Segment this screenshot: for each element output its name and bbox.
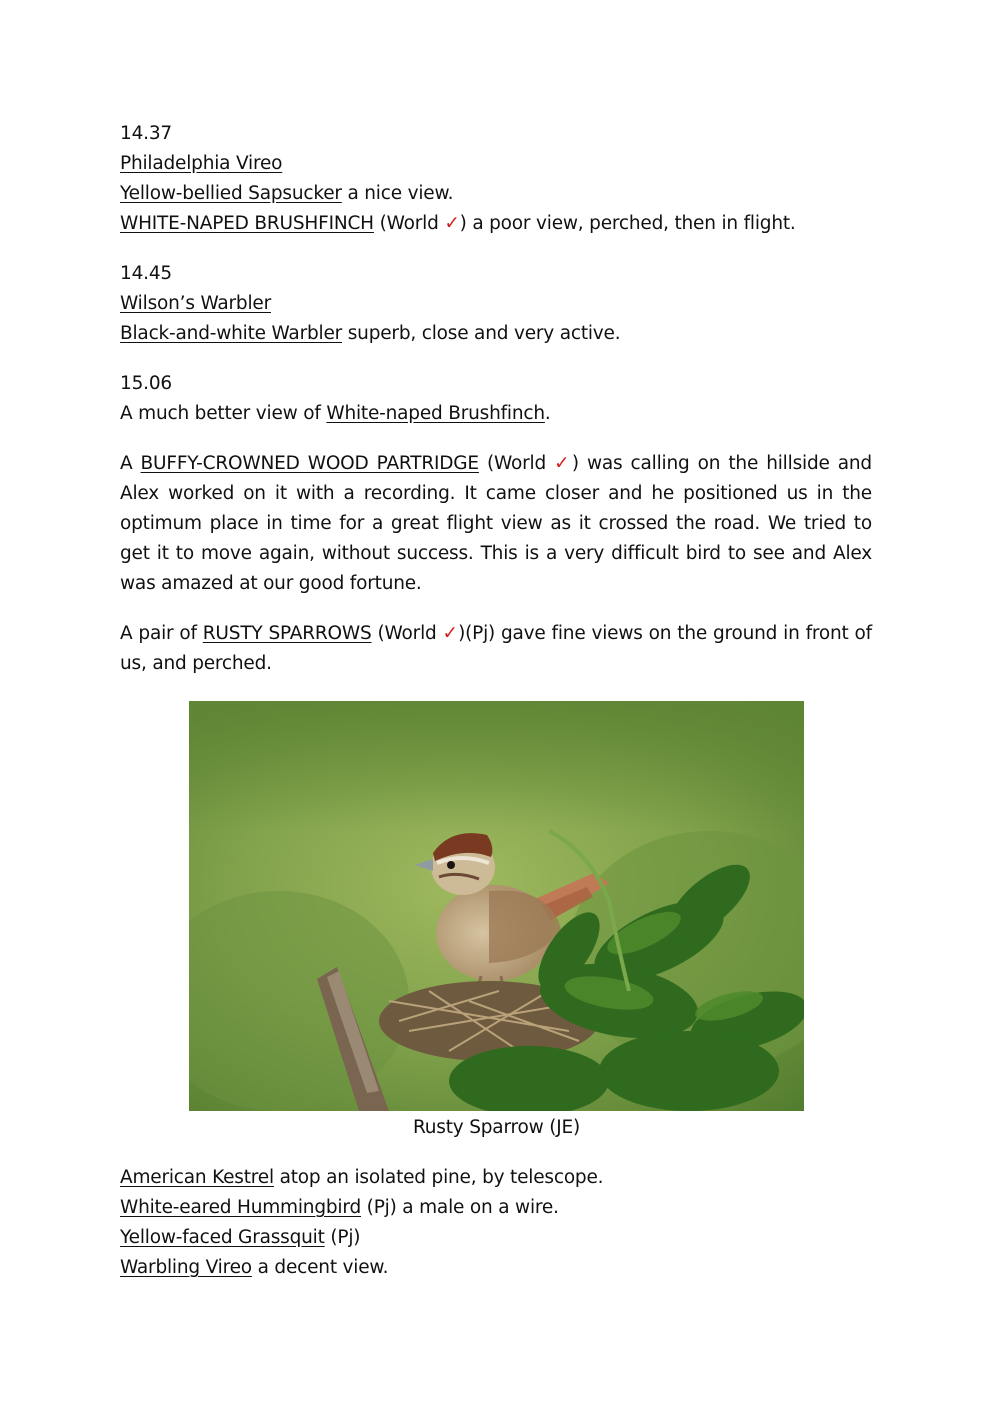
time-heading: 15.06 bbox=[120, 373, 172, 394]
paragraph-text: A pair of bbox=[120, 623, 203, 644]
rusty-sparrow-photo bbox=[189, 701, 804, 1111]
species-name: WHITE-NAPED BRUSHFINCH bbox=[120, 213, 374, 234]
species-name: BUFFY-CROWNED WOOD PARTRIDGE bbox=[140, 453, 479, 474]
time-heading: 14.45 bbox=[120, 263, 172, 284]
species-name: Yellow-bellied Sapsucker bbox=[120, 183, 342, 204]
species-note: (World bbox=[373, 213, 445, 234]
species-line bbox=[120, 1253, 872, 1283]
paragraph-text: ) was calling on the hillside and Alex worked on it with a recording. It came closer and he positioned us in the optimum place in time for a great flight view as it crossed the road. We tried to get it to move again, without success. This is a very difficult bird to see and Alex was amazed at our good fortune. bbox=[120, 453, 872, 594]
species-line bbox=[120, 209, 872, 239]
species-line bbox=[120, 1163, 872, 1193]
text-block-top bbox=[120, 119, 872, 679]
species-name: American Kestrel bbox=[120, 1167, 274, 1188]
species-name: RUSTY SPARROWS bbox=[202, 623, 372, 644]
species-note: a decent view. bbox=[251, 1257, 389, 1278]
species-name: Philadelphia Vireo bbox=[120, 153, 283, 174]
paragraph-text: (World bbox=[371, 623, 443, 644]
species-name: White-naped Brushfinch bbox=[326, 403, 545, 424]
species-note: atop an isolated pine, by telescope. bbox=[273, 1167, 604, 1188]
species-note: . bbox=[544, 403, 551, 424]
red-checkmark-icon: ✓ bbox=[554, 453, 572, 474]
species-note: ) a poor view, perched, then in flight. bbox=[459, 213, 796, 234]
species-name: Black-and-white Warbler bbox=[120, 323, 343, 344]
species-line bbox=[120, 289, 872, 319]
text-block-bottom bbox=[120, 1163, 872, 1283]
species-note: superb, close and very active. bbox=[342, 323, 621, 344]
species-name: Wilson’s Warbler bbox=[120, 293, 271, 314]
species-line bbox=[120, 399, 872, 429]
paragraph-sparrows bbox=[120, 619, 872, 679]
species-line bbox=[120, 1193, 872, 1223]
species-note: a nice view. bbox=[341, 183, 454, 204]
paragraph-text: )(Pj) gave fine views on the ground in front of us, and perched. bbox=[120, 623, 872, 674]
paragraph-partridge bbox=[120, 449, 872, 599]
paragraph-text: A bbox=[120, 453, 141, 474]
species-line bbox=[120, 319, 872, 349]
species-line bbox=[120, 1223, 872, 1253]
species-name: Yellow-faced Grassquit bbox=[120, 1227, 325, 1248]
species-note: A much better view of bbox=[120, 403, 327, 424]
red-checkmark-icon: ✓ bbox=[442, 623, 459, 644]
species-name: White-eared Hummingbird bbox=[120, 1197, 361, 1218]
species-note: (Pj) bbox=[324, 1227, 361, 1248]
species-line bbox=[120, 149, 872, 179]
species-note: (Pj) a male on a wire. bbox=[361, 1197, 559, 1218]
species-line bbox=[120, 179, 872, 209]
photo-caption: Rusty Sparrow (JE) bbox=[412, 1117, 581, 1138]
time-heading: 14.37 bbox=[120, 123, 172, 144]
species-name: Warbling Vireo bbox=[120, 1257, 252, 1278]
red-checkmark-icon: ✓ bbox=[444, 213, 460, 234]
paragraph-text: (World bbox=[478, 453, 555, 474]
